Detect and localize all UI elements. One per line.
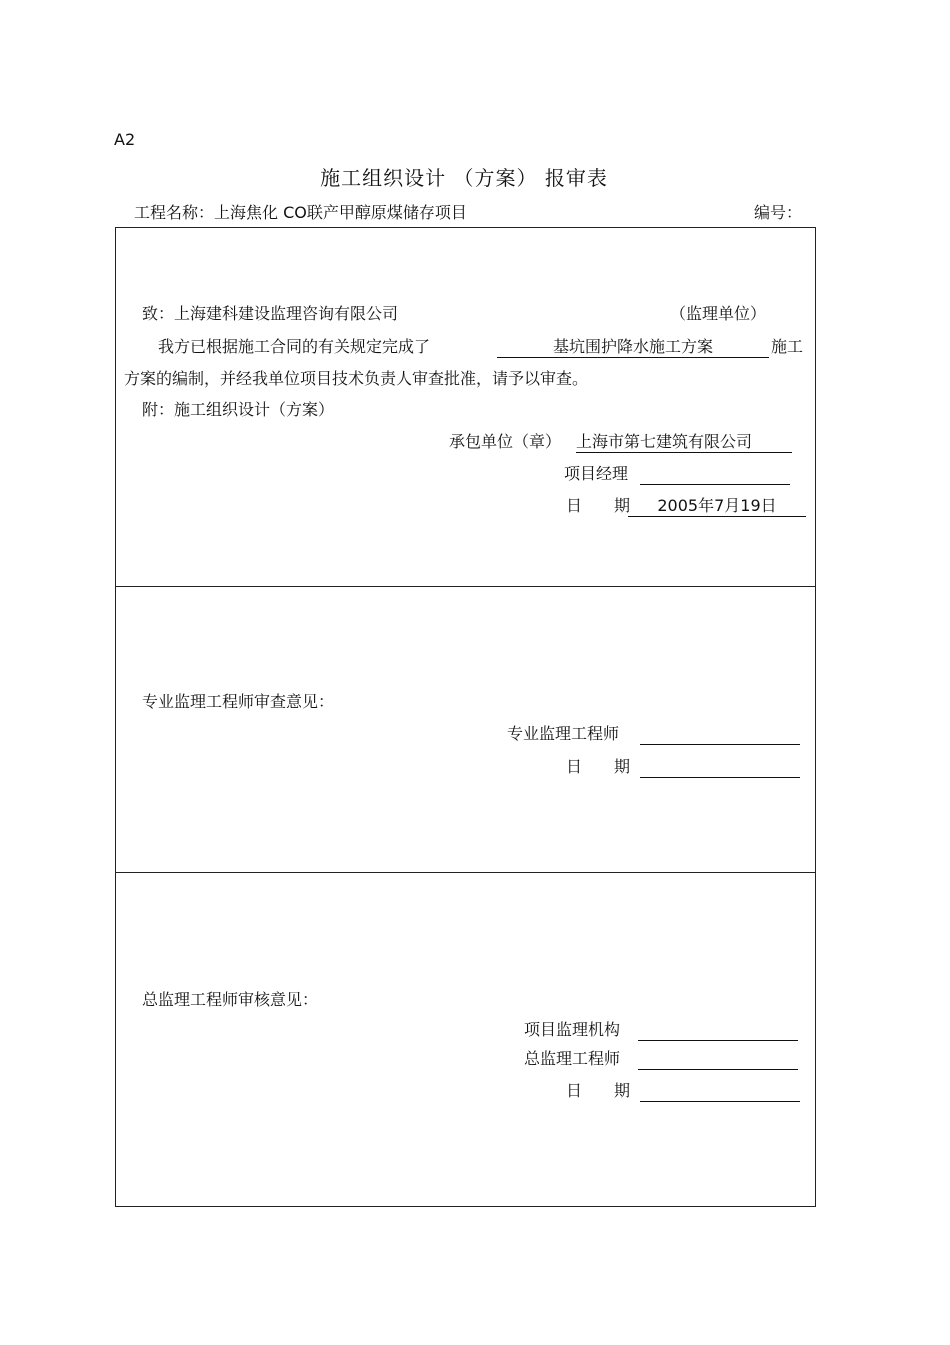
date-field-1 [628, 496, 806, 517]
addressee-line: 致：上海建科建设监理咨询有限公司 [142, 304, 399, 323]
addressee-suffix: （监理单位） [670, 304, 767, 323]
section-divider-1 [115, 586, 816, 587]
date-field-2 [640, 757, 800, 778]
engineer-signature-label: 专业监理工程师 [507, 724, 620, 743]
date-label-1: 日 期 [566, 496, 631, 515]
serial-number-label: 编号： [754, 203, 803, 222]
body-text-prefix: 我方已根据施工合同的有关规定完成了 [158, 337, 431, 356]
date-line-3 [640, 1081, 800, 1102]
date-value-1: 2005年7月19日 [628, 496, 806, 517]
attachment-line: 附：施工组织设计（方案） [142, 400, 335, 419]
body-text-line2: 方案的编制，并经我单位项目技术负责人审查批准，请予以审查。 [124, 369, 589, 388]
form-code: A2 [114, 130, 136, 149]
chief-engineer-field [638, 1049, 798, 1070]
supervision-org-line [638, 1020, 798, 1041]
chief-engineer-line [638, 1049, 798, 1070]
supervision-org-label: 项目监理机构 [524, 1020, 621, 1039]
project-name-label: 工程名称：上海焦化 CO联产甲醇原煤储存项目 [134, 203, 467, 222]
body-text-suffix: 施工 [771, 337, 804, 356]
chief-engineer-label: 总监理工程师 [524, 1049, 621, 1068]
project-manager-label: 项目经理 [564, 464, 629, 483]
supervision-org-field [638, 1020, 798, 1041]
engineer-signature-line [640, 724, 800, 745]
form-title: 施工组织设计 （方案） 报审表 [320, 166, 608, 190]
project-manager-line [640, 464, 790, 485]
plan-name-field [497, 337, 769, 358]
engineer-signature-field [640, 724, 800, 745]
contractor-value: 上海市第七建筑有限公司 [576, 432, 792, 453]
contractor-label: 承包单位（章） [449, 432, 562, 451]
date-line-2 [640, 757, 800, 778]
chief-opinion-label: 总监理工程师审核意见： [142, 990, 319, 1009]
contractor-field [576, 432, 792, 453]
date-label-3: 日 期 [566, 1081, 631, 1100]
engineer-opinion-label: 专业监理工程师审查意见： [142, 692, 335, 711]
date-label-2: 日 期 [566, 757, 631, 776]
section-divider-2 [115, 872, 816, 873]
date-field-3 [640, 1081, 800, 1102]
project-manager-field [640, 464, 790, 485]
plan-name-value: 基坑围护降水施工方案 [497, 337, 769, 358]
